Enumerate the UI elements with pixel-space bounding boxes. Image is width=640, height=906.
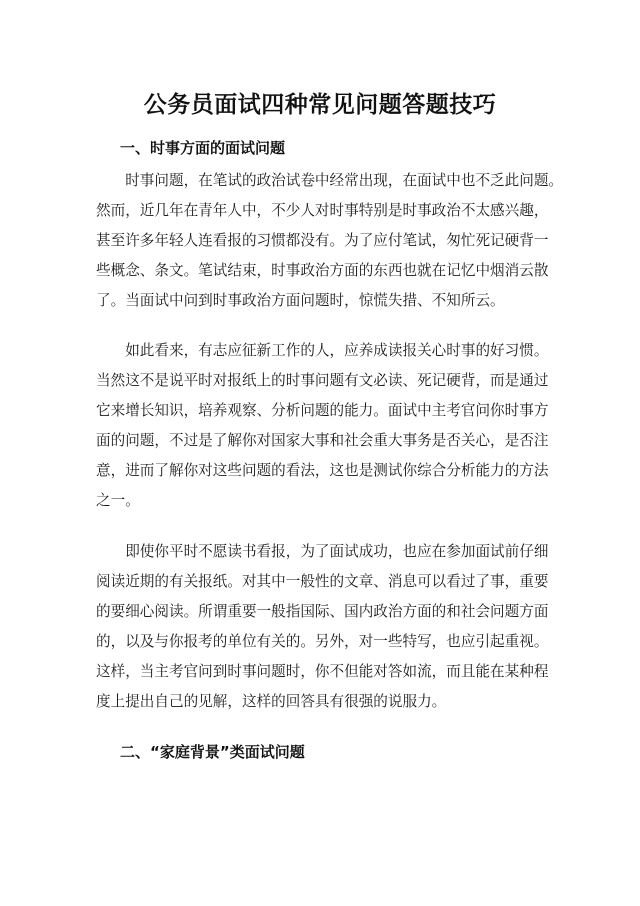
paragraph-line: 些概念、条文。笔试结束，时事政治方面的东西也就在记忆中烟消云散: [96, 262, 549, 279]
paragraph-line: 甚至许多年轻人连看报的习惯都没有。为了应付笔试，匆忙死记硬背一: [96, 232, 549, 249]
paragraph-line: 当然这不是说平时对报纸上的时事问题有文必读、死记硬背，而是通过: [96, 372, 549, 389]
paragraph-line: 度上提出自己的见解，这样的回答具有很强的说服力。: [96, 693, 447, 710]
paragraph-line: 之一。: [96, 492, 140, 509]
paragraph-line: 即使你平时不愿读书看报，为了面试成功，也应在参加面试前仔细: [96, 543, 549, 560]
paragraph-line: 然而，近几年在青年人中，不少人对时事特别是时事政治不太感兴趣，: [96, 202, 549, 219]
paragraph-3: [96, 537, 556, 717]
paragraph-line: 意，进而了解你对这些问题的看法，这也是测试你综合分析能力的方法: [96, 462, 549, 479]
section-heading-current-affairs: 一、时事方面的面试问题: [120, 139, 286, 157]
paragraph-2: [96, 336, 556, 516]
paragraph-1: [96, 166, 564, 316]
paragraph-line: 阅读近期的有关报纸。对其中一般性的文章、消息可以看过了事，重要: [96, 573, 549, 590]
paragraph-line: 的，以及与你报考的单位有关的。另外，对一些特写，也应引起重视。: [96, 633, 549, 650]
paragraph-line: 它来增长知识，培养观察、分析问题的能力。面试中主考官问你时事方: [96, 402, 549, 419]
paragraph-line: 了。当面试中问到时事政治方面问题时，惊慌失措、不知所云。: [96, 292, 505, 309]
paragraph-line: 时事问题，在笔试的政治试卷中经常出现，在面试中也不乏此问题。: [96, 172, 564, 189]
paragraph-line: 面的问题，不过是了解你对国家大事和社会重大事务是否关心，是否注: [96, 432, 549, 449]
paragraph-line: 的要细心阅读。所谓重要一般指国际、国内政治方面的和社会问题方面: [96, 603, 549, 620]
paragraph-line: 这样，当主考官问到时事问题时，你不但能对答如流，而且能在某种程: [96, 663, 549, 680]
section-heading-family-background: 二、“家庭背景”类面试问题: [120, 743, 305, 761]
paragraph-line: 如此看来，有志应征新工作的人，应养成读报关心时事的好习惯。: [96, 342, 549, 359]
document-title: 公务员面试四种常见问题答题技巧: [143, 92, 497, 118]
